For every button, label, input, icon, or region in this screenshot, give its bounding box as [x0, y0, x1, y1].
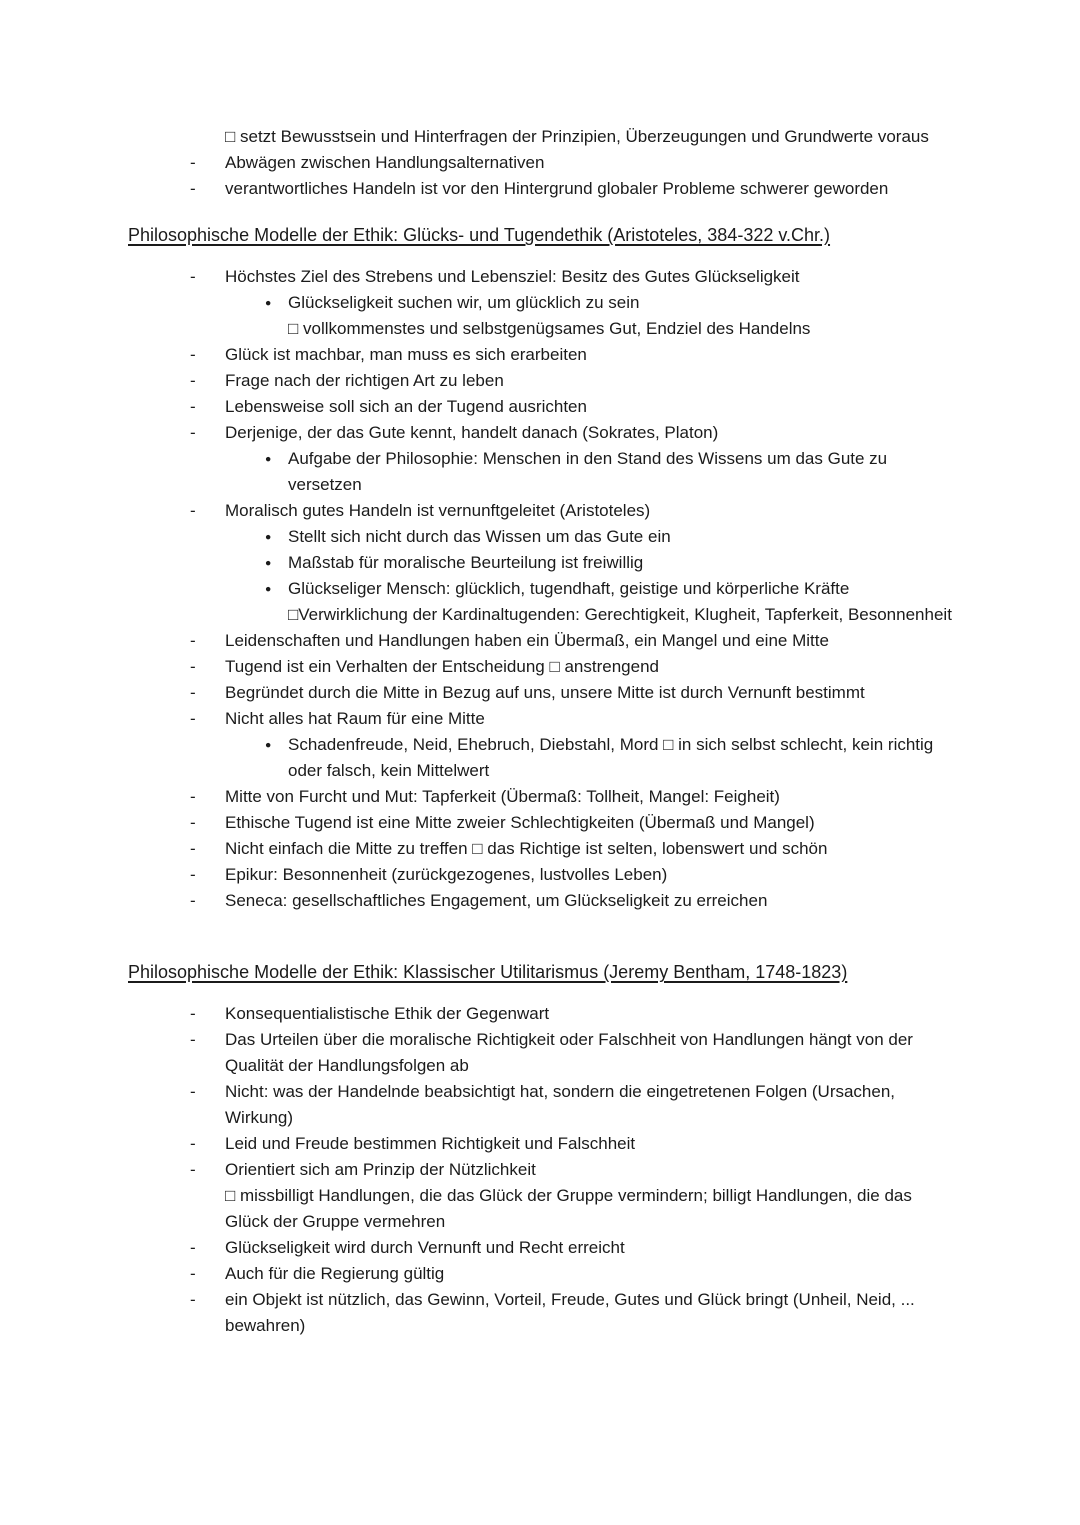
list-item [128, 836, 952, 862]
list-item-text: Mitte von Furcht und Mut: Tapferkeit (Übermaß: Tollheit, Mangel: Feigheit) [225, 787, 780, 806]
list-item-text: Frage nach der richtigen Art zu leben [225, 371, 504, 390]
dash-marker-icon: - [190, 683, 196, 702]
list-item [128, 150, 952, 176]
list-item [128, 1235, 952, 1261]
list-item [128, 888, 952, 914]
bullet-marker-icon: ● [265, 297, 272, 309]
list-item-text: Nicht einfach die Mitte zu treffen □ das Richtige ist selten, lobenswert und schön [225, 839, 828, 858]
dash-marker-icon: - [190, 153, 196, 172]
list-item [128, 654, 952, 680]
list-item-text: Orientiert sich am Prinzip der Nützlichkeit [225, 1160, 536, 1179]
list-item-text: Maßstab für moralische Beurteilung ist freiwillig [288, 553, 644, 572]
list-item [128, 784, 952, 810]
list-item-text: Epikur: Besonnenheit (zurückgezogenes, lustvolles Leben) [225, 865, 668, 884]
bullet-marker-icon: ● [265, 531, 272, 543]
list-item-text: Das Urteilen über die moralische Richtigkeit oder Falschheit von Handlungen hängt von der Qualität der Handlungsfolgen ab [225, 1030, 913, 1075]
list-item [128, 1079, 952, 1131]
list-item-text: □Verwirklichung der Kardinaltugenden: Gerechtigkeit, Klugheit, Tapferkeit, Besonnenheit [288, 605, 952, 624]
dash-marker-icon: - [190, 345, 196, 364]
list-item-text: verantwortliches Handeln ist vor den Hintergrund globaler Probleme schwerer geworden [225, 179, 889, 198]
dash-marker-icon: - [190, 1290, 196, 1309]
dash-marker-icon: - [190, 1238, 196, 1257]
bullet-marker-icon: ● [265, 453, 272, 465]
list-item-text: Leid und Freude bestimmen Richtigkeit und Falschheit [225, 1134, 636, 1153]
sections-container [128, 221, 952, 1339]
list-item [128, 368, 952, 394]
list-item-text: Glück ist machbar, man muss es sich erarbeiten [225, 345, 587, 364]
list-item [128, 1261, 952, 1287]
dash-marker-icon: - [190, 1264, 196, 1283]
list-item [128, 420, 952, 446]
list-item-text: Glückseligkeit suchen wir, um glücklich zu sein [288, 293, 640, 312]
dash-marker-icon: - [190, 371, 196, 390]
dash-marker-icon: - [190, 891, 196, 910]
list-item [128, 550, 952, 576]
document-section [128, 221, 952, 914]
section-list [128, 1001, 952, 1339]
list-item-text: Nicht: was der Handelnde beabsichtigt hat, sondern die eingetretenen Folgen (Ursachen, Wirkung) [225, 1082, 896, 1127]
list-item [128, 394, 952, 420]
bullet-marker-icon: ● [265, 739, 272, 751]
dash-marker-icon: - [190, 1160, 196, 1179]
dash-marker-icon: - [190, 709, 196, 728]
section-heading: Philosophische Modelle der Ethik: Glücks- und Tugendethik (Aristoteles, 384-322 v.Chr.) [128, 225, 831, 245]
list-item [128, 290, 952, 316]
list-item [128, 176, 952, 202]
list-item-text: Tugend ist ein Verhalten der Entscheidung □ anstrengend [225, 657, 659, 676]
list-item-text: Glückseliger Mensch: glücklich, tugendhaft, geistige und körperliche Kräfte [288, 579, 850, 598]
dash-marker-icon: - [190, 865, 196, 884]
dash-marker-icon: - [190, 1082, 196, 1101]
list-item-text: Seneca: gesellschaftliches Engagement, um Glückseligkeit zu erreichen [225, 891, 768, 910]
list-item-text: Glückseligkeit wird durch Vernunft und Recht erreicht [225, 1238, 625, 1257]
list-item-text: Leidenschaften und Handlungen haben ein Übermaß, ein Mangel und eine Mitte [225, 631, 829, 650]
list-item-text: □ missbilligt Handlungen, die das Glück der Gruppe vermindern; billigt Handlungen, die das Glück der Gruppe vermehren [225, 1186, 912, 1231]
list-item-text: Ethische Tugend ist eine Mitte zweier Schlechtigkeiten (Übermaß und Mangel) [225, 813, 815, 832]
list-item [128, 628, 952, 654]
list-item [128, 706, 952, 732]
list-item-text: Begründet durch die Mitte in Bezug auf uns, unsere Mitte ist durch Vernunft bestimmt [225, 683, 865, 702]
list-item [128, 1183, 952, 1235]
dash-marker-icon: - [190, 657, 196, 676]
dash-marker-icon: - [190, 423, 196, 442]
list-item [128, 264, 952, 290]
dash-marker-icon: - [190, 179, 196, 198]
list-item [128, 1027, 952, 1079]
list-item-text: □ vollkommenstes und selbstgenügsames Gut, Endziel des Handelns [288, 319, 811, 338]
list-item [128, 446, 952, 498]
intro-list [128, 124, 952, 202]
list-item-text: Lebensweise soll sich an der Tugend ausrichten [225, 397, 587, 416]
dash-marker-icon: - [190, 631, 196, 650]
list-item [128, 124, 952, 150]
dash-marker-icon: - [190, 787, 196, 806]
list-item [128, 810, 952, 836]
section-heading: Philosophische Modelle der Ethik: Klassischer Utilitarismus (Jeremy Bentham, 1748-1823) [128, 962, 848, 982]
list-item-text: Schadenfreude, Neid, Ehebruch, Diebstahl, Mord □ in sich selbst schlecht, kein richtig oder falsch, kein Mittelwert [288, 735, 934, 780]
list-item-text: ein Objekt ist nützlich, das Gewinn, Vorteil, Freude, Gutes und Glück bringt (Unheil, Neid, ... bewahren) [225, 1290, 915, 1335]
list-item-text: Derjenige, der das Gute kennt, handelt danach (Sokrates, Platon) [225, 423, 719, 442]
list-item-text: Konsequentialistische Ethik der Gegenwart [225, 1004, 550, 1023]
dash-marker-icon: - [190, 1134, 196, 1153]
list-item [128, 1001, 952, 1027]
list-item [128, 524, 952, 550]
list-item [128, 1157, 952, 1183]
dash-marker-icon: - [190, 1004, 196, 1023]
list-item-text: Nicht alles hat Raum für eine Mitte [225, 709, 485, 728]
dash-marker-icon: - [190, 397, 196, 416]
list-item [128, 498, 952, 524]
list-item [128, 342, 952, 368]
bullet-marker-icon: ● [265, 583, 272, 595]
document-section [128, 958, 952, 1339]
list-item-text: □ setzt Bewusstsein und Hinterfragen der Prinzipien, Überzeugungen und Grundwerte voraus [225, 127, 929, 146]
dash-marker-icon: - [190, 813, 196, 832]
list-item-text: Abwägen zwischen Handlungsalternativen [225, 153, 545, 172]
dash-marker-icon: - [190, 839, 196, 858]
bullet-marker-icon: ● [265, 557, 272, 569]
list-item-text: Stellt sich nicht durch das Wissen um das Gute ein [288, 527, 671, 546]
list-item-text: Höchstes Ziel des Strebens und Lebensziel: Besitz des Gutes Glückseligkeit [225, 267, 800, 286]
dash-marker-icon: - [190, 1030, 196, 1049]
dash-marker-icon: - [190, 267, 196, 286]
section-list [128, 264, 952, 914]
list-item [128, 602, 952, 628]
list-item [128, 862, 952, 888]
dash-marker-icon: - [190, 501, 196, 520]
list-item-text: Auch für die Regierung gültig [225, 1264, 445, 1283]
list-item [128, 1131, 952, 1157]
list-item [128, 732, 952, 784]
list-item-text: Moralisch gutes Handeln ist vernunftgeleitet (Aristoteles) [225, 501, 651, 520]
list-item-text: Aufgabe der Philosophie: Menschen in den Stand des Wissens um das Gute zu versetzen [288, 449, 888, 494]
list-item [128, 316, 952, 342]
list-item [128, 1287, 952, 1339]
list-item [128, 576, 952, 602]
list-item [128, 680, 952, 706]
